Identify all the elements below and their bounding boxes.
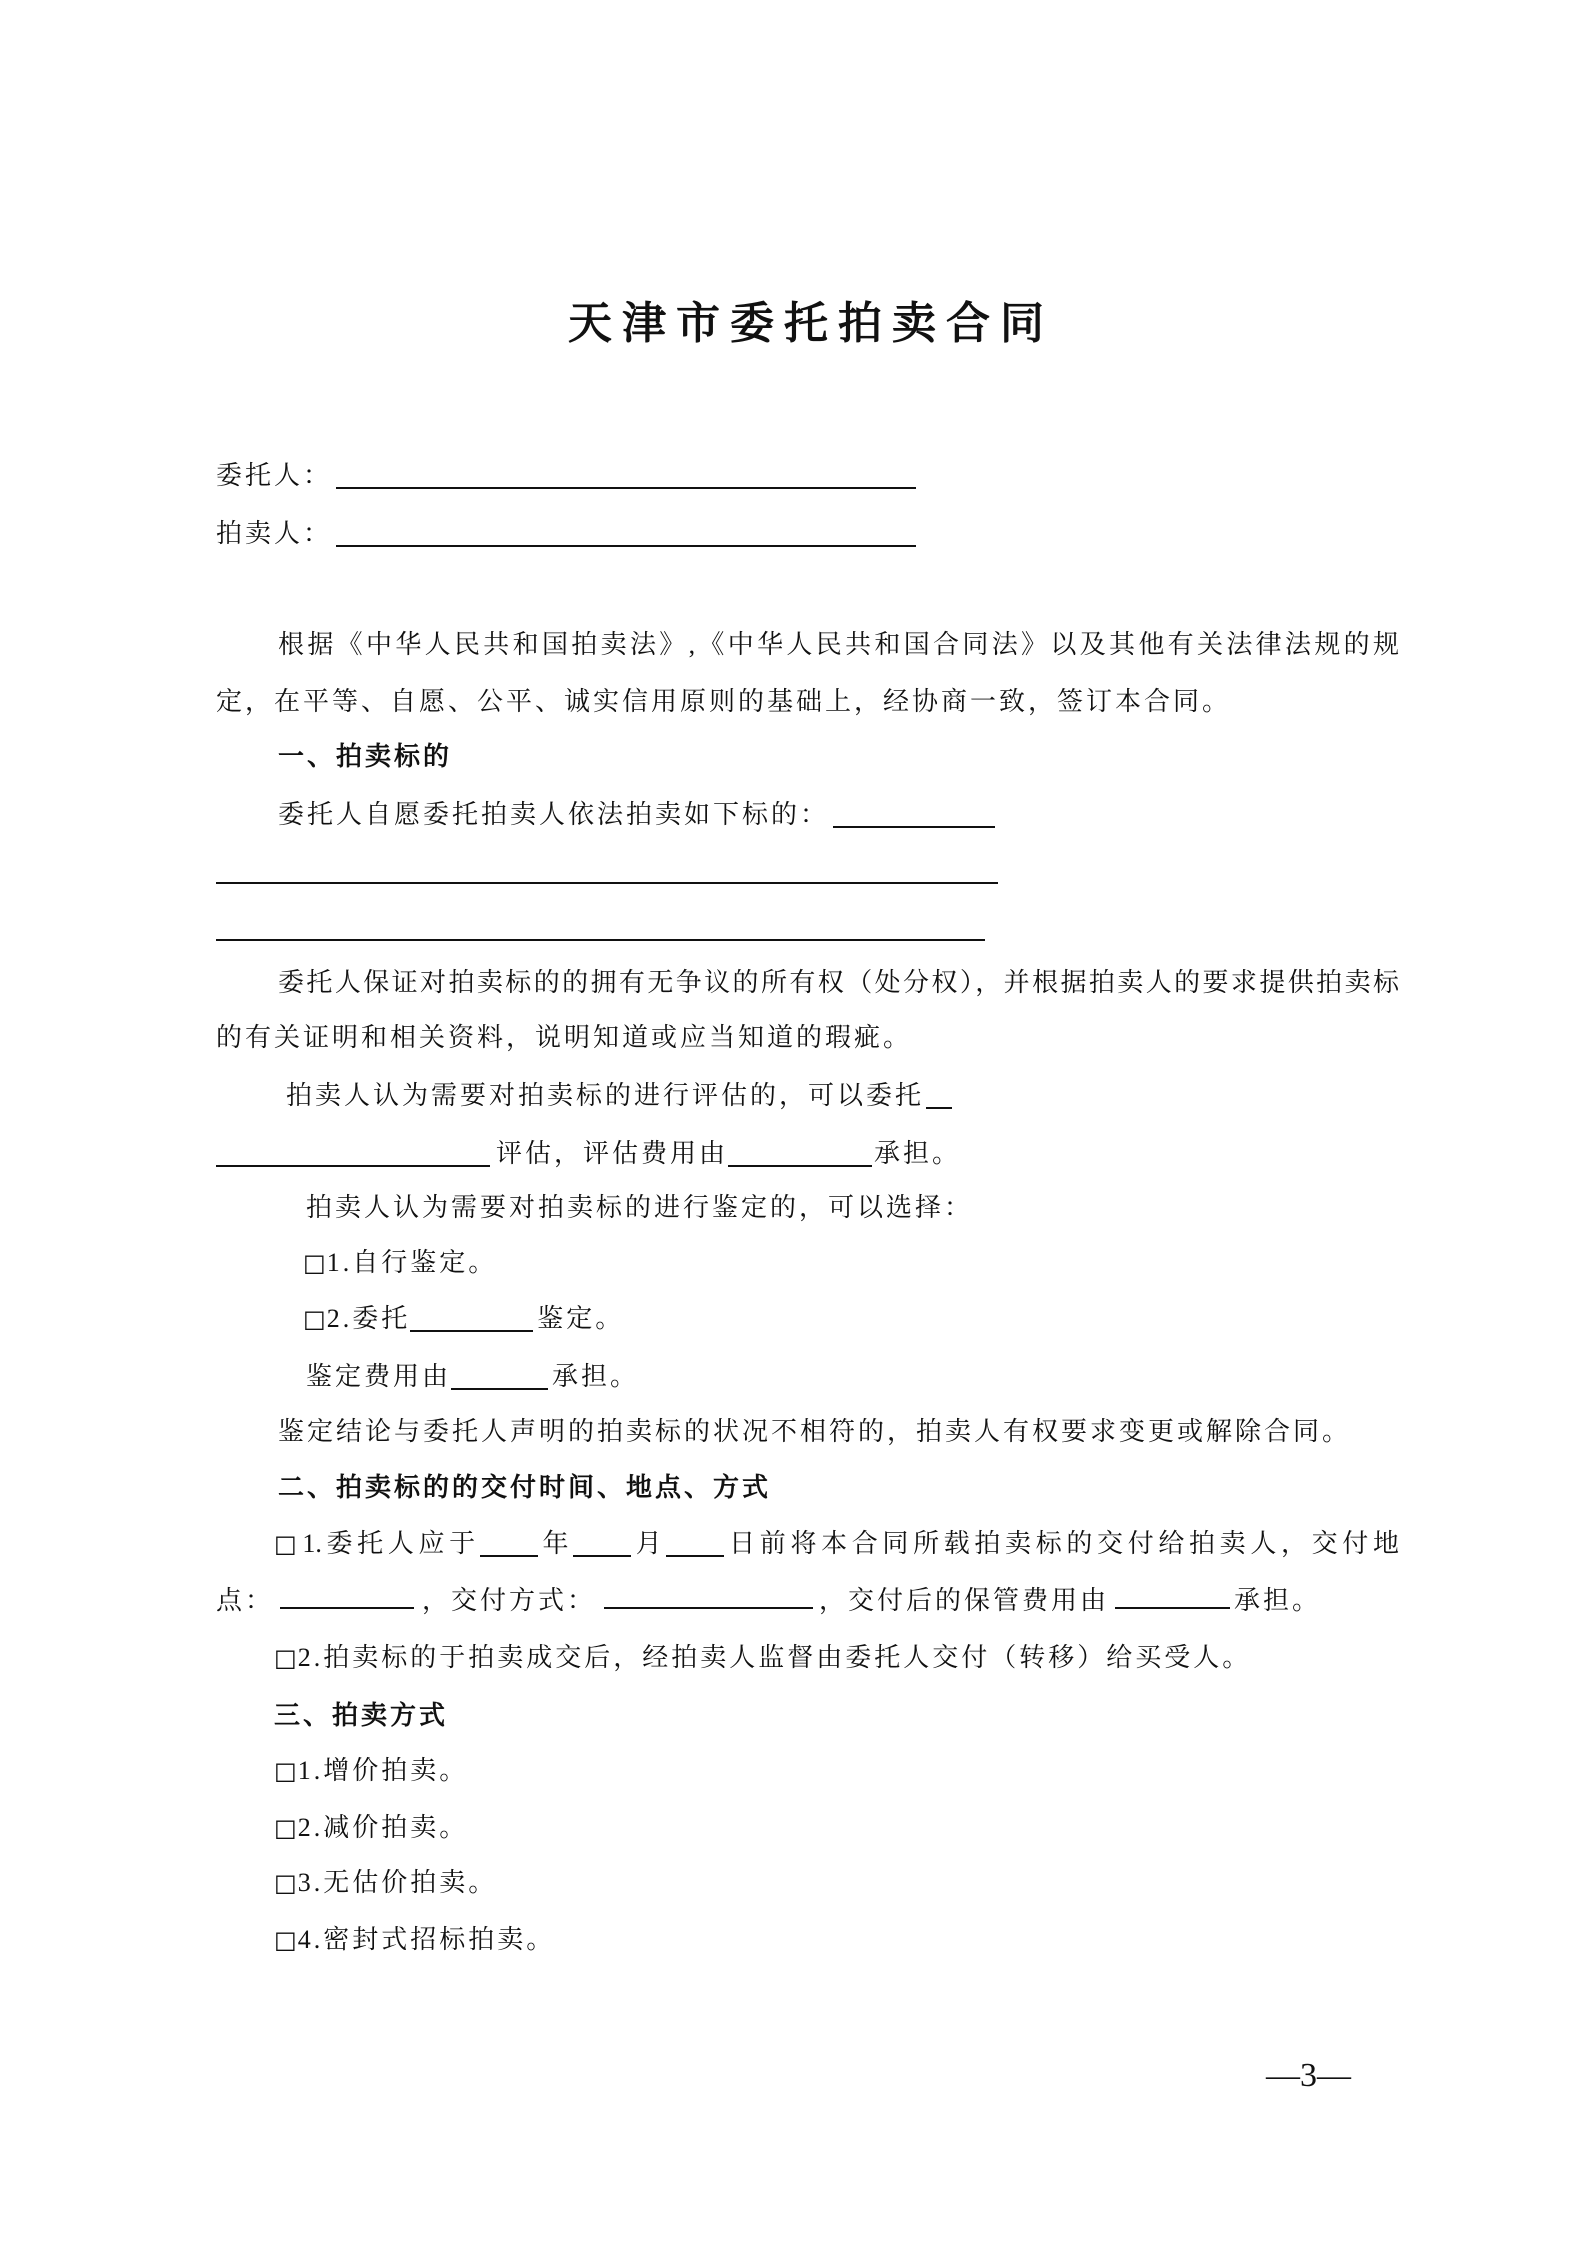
checkbox-glyph: □ xyxy=(274,1814,298,1842)
delivery-place-blank xyxy=(280,1583,414,1609)
delivery-storage-fee-blank xyxy=(1115,1583,1230,1609)
delivery-year-blank xyxy=(480,1531,538,1557)
identification-fee-line xyxy=(306,1357,639,1397)
checkbox-glyph: □ xyxy=(303,1305,327,1333)
checkbox-glyph: □ xyxy=(274,1869,298,1897)
delivery-after-day: 日前将本合同所载拍卖标的交付给拍卖人，交付地 xyxy=(724,1529,1399,1558)
checkbox-glyph: □ xyxy=(274,1757,298,1785)
delivery-option-2-text: 2.拍卖标的于拍卖成交后，经拍卖人监督由委托人交付（转移）给买受人。 xyxy=(297,1643,1252,1672)
appraisal-agency-blank-start xyxy=(926,1083,952,1109)
delivery-option-1-line-1 xyxy=(274,1524,1399,1564)
auction-method-2 xyxy=(274,1808,468,1848)
subject-blank-line-2 xyxy=(216,939,985,941)
delivery-option-1-line-2 xyxy=(216,1581,1321,1621)
subject-blank-line-1 xyxy=(216,882,998,884)
identification-intro: 拍卖人认为需要对拍卖标的进行鉴定的，可以选择： xyxy=(306,1193,974,1222)
warranty-line-2: 的有关证明和相关资料，说明知道或应当知道的瑕疵。 xyxy=(216,1023,913,1052)
delivery-month-blank xyxy=(573,1531,631,1557)
preamble-line-2: 定，在平等、自愿、公平、诚实信用原则的基础上，经协商一致，签订本合同。 xyxy=(216,687,1232,716)
identification-option-1 xyxy=(303,1243,497,1283)
warranty-line-1: 委托人保证对拍卖标的的拥有无争议的所有权（处分权），并根据拍卖人的要求提供拍卖标 xyxy=(278,968,1399,997)
appraisal-fee-blank xyxy=(728,1141,872,1167)
auctioneer-label: 拍卖人： xyxy=(216,519,333,548)
subject-intro-line xyxy=(278,795,995,835)
section-1-heading: 一、拍卖标的 xyxy=(278,742,453,771)
delivery-year-label: 年 xyxy=(537,1529,574,1558)
document-title: 天津市委托拍卖合同 xyxy=(568,299,1054,348)
principal-label: 委托人： xyxy=(216,461,333,490)
principal-blank xyxy=(336,463,916,489)
appraisal-agency-blank xyxy=(216,1141,490,1167)
auction-method-text: 4.密封式招标拍卖。 xyxy=(297,1925,556,1954)
subject-intro-text: 委托人自愿委托拍卖人依法拍卖如下标的： xyxy=(278,800,830,829)
delivery-month-label: 月 xyxy=(631,1529,667,1558)
delivery-option-2 xyxy=(274,1638,1251,1678)
delivery-storage-fee-label: ，交付后的保管费用由 xyxy=(819,1586,1110,1615)
appraisal-middle: 评估，评估费用由 xyxy=(496,1139,729,1168)
mismatch-clause: 鉴定结论与委托人声明的拍卖标的状况不相符的，拍卖人有权要求变更或解除合同。 xyxy=(278,1417,1352,1446)
checkbox-glyph: □ xyxy=(303,1249,327,1277)
delivery-method-blank xyxy=(604,1583,813,1609)
delivery-option-1-prefix: 1.委托人应于 xyxy=(302,1529,480,1558)
preamble-line-1: 根据《中华人民共和国拍卖法》,《中华人民共和国合同法》以及其他有关法律法规的规 xyxy=(278,630,1399,659)
identification-option-1-text: 1.自行鉴定。 xyxy=(326,1248,498,1277)
identification-option-2-suffix: 鉴定。 xyxy=(537,1304,625,1333)
section-2-heading: 二、拍卖标的的交付时间、地点、方式 xyxy=(278,1473,772,1502)
auction-method-1 xyxy=(274,1751,468,1791)
page-number: —3— xyxy=(1266,2057,1351,2094)
identification-option-2-prefix: 2.委托 xyxy=(326,1304,411,1333)
auction-method-3 xyxy=(274,1863,497,1903)
delivery-method-label: ，交付方式： xyxy=(422,1586,597,1615)
appraisal-line-2 xyxy=(216,1134,961,1174)
section-3-heading: 三、拍卖方式 xyxy=(274,1701,449,1730)
identification-option-2 xyxy=(303,1299,624,1339)
auction-method-text: 3.无估价拍卖。 xyxy=(297,1868,498,1897)
checkbox-glyph: □ xyxy=(274,1926,298,1954)
identification-fee-prefix: 鉴定费用由 xyxy=(306,1362,452,1391)
appraisal-end: 承担。 xyxy=(874,1139,962,1168)
identification-fee-suffix: 承担。 xyxy=(552,1362,640,1391)
auction-method-4 xyxy=(274,1920,555,1960)
subject-blank xyxy=(833,802,995,828)
identification-fee-blank xyxy=(451,1364,548,1390)
auction-method-text: 2.减价拍卖。 xyxy=(297,1813,469,1842)
appraisal-intro: 拍卖人认为需要对拍卖标的进行评估的，可以委托 xyxy=(286,1081,925,1110)
delivery-place-label: 点： xyxy=(216,1586,275,1615)
checkbox-glyph: □ xyxy=(274,1530,303,1558)
checkbox-glyph: □ xyxy=(274,1644,298,1672)
delivery-day-blank xyxy=(666,1531,724,1557)
principal-line xyxy=(216,456,916,496)
delivery-suffix: 承担。 xyxy=(1234,1586,1322,1615)
auctioneer-line xyxy=(216,514,916,554)
appraisal-line-1 xyxy=(286,1076,952,1116)
identification-agency-blank xyxy=(410,1306,533,1332)
auction-method-text: 1.增价拍卖。 xyxy=(297,1756,469,1785)
auctioneer-blank xyxy=(336,521,916,547)
